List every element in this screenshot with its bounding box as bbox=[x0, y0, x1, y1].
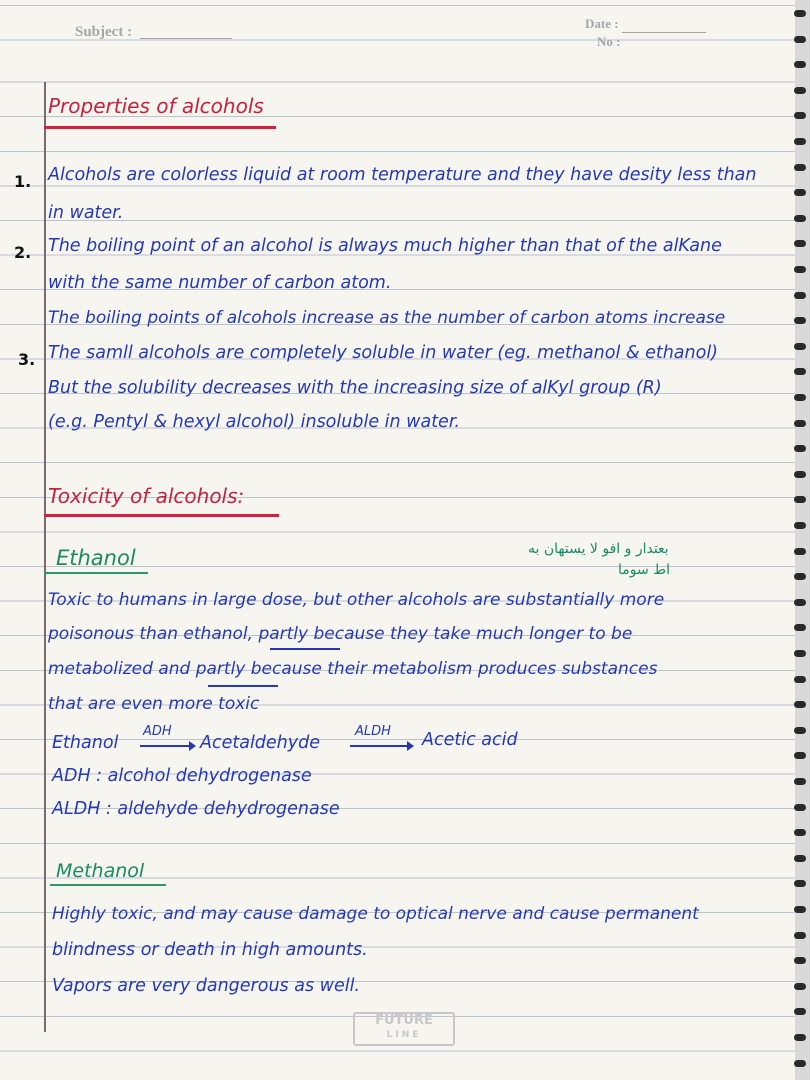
spiral-ring bbox=[794, 10, 806, 17]
spiral-binding bbox=[794, 0, 810, 1080]
reaction-arrow-1 bbox=[140, 745, 194, 747]
section-title-properties: Properties of alcohols bbox=[48, 94, 264, 118]
toxicity-underline bbox=[44, 514, 279, 517]
spiral-ring bbox=[794, 1008, 806, 1015]
partly-underline-1 bbox=[270, 648, 340, 650]
spiral-ring bbox=[794, 368, 806, 375]
spiral-ring bbox=[794, 394, 806, 401]
spiral-ring bbox=[794, 880, 806, 887]
spiral-ring bbox=[794, 983, 806, 990]
spiral-ring bbox=[794, 548, 806, 555]
reaction-reactant: Ethanol bbox=[52, 733, 119, 753]
item3-line1: The samll alcohols are completely soluble in water (eg. methanol & ethanol) bbox=[48, 343, 719, 363]
item-number-1: 1. bbox=[14, 172, 32, 191]
item1-line2: in water. bbox=[48, 203, 124, 223]
ethanol-heading: Ethanol bbox=[56, 546, 136, 570]
item-number-3: 3. bbox=[18, 350, 36, 369]
spiral-ring bbox=[794, 138, 806, 145]
spiral-ring bbox=[794, 471, 806, 478]
spiral-ring bbox=[794, 676, 806, 683]
date-label: Date : bbox=[585, 16, 619, 31]
spiral-ring bbox=[794, 932, 806, 939]
item2-line1: The boiling point of an alcohol is always much higher than that of the alKane bbox=[48, 236, 722, 256]
ethanol-underline bbox=[44, 572, 148, 574]
item2-line2: with the same number of carbon atom. bbox=[48, 273, 392, 293]
spiral-ring bbox=[794, 573, 806, 580]
subject-line bbox=[140, 38, 232, 39]
spiral-ring bbox=[794, 829, 806, 836]
arabic-note-line2: اط سوما bbox=[618, 562, 671, 578]
reaction-arrow-2 bbox=[350, 745, 412, 747]
logo-line1: FUTURE bbox=[375, 1013, 433, 1028]
spiral-ring bbox=[794, 752, 806, 759]
spiral-ring bbox=[794, 599, 806, 606]
item1-line1: Alcohols are colorless liquid at room temperature and they have desity less than bbox=[48, 165, 757, 185]
spiral-ring bbox=[794, 343, 806, 350]
reaction-enzyme-aldh: ALDH bbox=[355, 724, 391, 739]
definition-adh: ADH : alcohol dehydrogenase bbox=[52, 766, 312, 786]
spiral-ring bbox=[794, 87, 806, 94]
reaction-intermediate: Acetaldehyde bbox=[200, 733, 321, 753]
subject-label: Subject : bbox=[75, 24, 133, 40]
item2-line3: The boiling points of alcohols increase as the number of carbon atoms increase bbox=[48, 308, 726, 328]
item3-line2: But the solubility decreases with the increasing size of alKyl group (R) bbox=[48, 378, 662, 398]
title-underline bbox=[44, 126, 276, 129]
spiral-ring bbox=[794, 855, 806, 862]
spiral-ring bbox=[794, 701, 806, 708]
spiral-ring bbox=[794, 1034, 806, 1041]
spiral-ring bbox=[794, 522, 806, 529]
spiral-ring bbox=[794, 292, 806, 299]
spiral-ring bbox=[794, 112, 806, 119]
methanol-heading: Methanol bbox=[56, 860, 145, 882]
spiral-ring bbox=[794, 215, 806, 222]
spiral-ring bbox=[794, 804, 806, 811]
definition-aldh: ALDH : aldehyde dehydrogenase bbox=[52, 799, 340, 819]
spiral-ring bbox=[794, 240, 806, 247]
spiral-ring bbox=[794, 727, 806, 734]
ethanol-line3: metabolized and partly because their metabolism produces substances bbox=[48, 659, 658, 679]
methanol-line2: blindness or death in high amounts. bbox=[52, 940, 368, 960]
item-number-2: 2. bbox=[14, 243, 32, 262]
spiral-ring bbox=[794, 61, 806, 68]
logo-line2: LINE bbox=[386, 1030, 422, 1040]
spiral-ring bbox=[794, 650, 806, 657]
spiral-ring bbox=[794, 496, 806, 503]
spiral-ring bbox=[794, 778, 806, 785]
date-line bbox=[622, 32, 706, 33]
arabic-note-line1: بعتدار و افو لا يستهان به bbox=[528, 541, 669, 557]
reaction-product: Acetic acid bbox=[422, 730, 518, 750]
spiral-ring bbox=[794, 1060, 806, 1067]
item3-line3: (e.g. Pentyl & hexyl alcohol) insoluble in water. bbox=[48, 412, 460, 432]
ethanol-line2: poisonous than ethanol, partly because they take much longer to be bbox=[48, 624, 633, 644]
methanol-underline bbox=[50, 884, 166, 886]
spiral-ring bbox=[794, 189, 806, 196]
spiral-ring bbox=[794, 906, 806, 913]
ethanol-line1: Toxic to humans in large dose, but other alcohols are substantially more bbox=[48, 590, 665, 610]
margin-line bbox=[44, 82, 46, 1032]
future-line-logo bbox=[353, 1012, 455, 1046]
ethanol-line4: that are even more toxic bbox=[48, 694, 260, 714]
partly-underline-2 bbox=[208, 685, 278, 687]
spiral-ring bbox=[794, 36, 806, 43]
spiral-ring bbox=[794, 164, 806, 171]
methanol-line3: Vapors are very dangerous as well. bbox=[52, 976, 360, 996]
no-label: No : bbox=[597, 34, 621, 49]
spiral-ring bbox=[794, 266, 806, 273]
spiral-ring bbox=[794, 957, 806, 964]
spiral-ring bbox=[794, 317, 806, 324]
spiral-ring bbox=[794, 445, 806, 452]
methanol-line1: Highly toxic, and may cause damage to optical nerve and cause permanent bbox=[52, 904, 699, 924]
section-title-toxicity: Toxicity of alcohols: bbox=[48, 484, 245, 508]
spiral-ring bbox=[794, 624, 806, 631]
reaction-enzyme-adh: ADH bbox=[143, 724, 172, 739]
spiral-ring bbox=[794, 420, 806, 427]
